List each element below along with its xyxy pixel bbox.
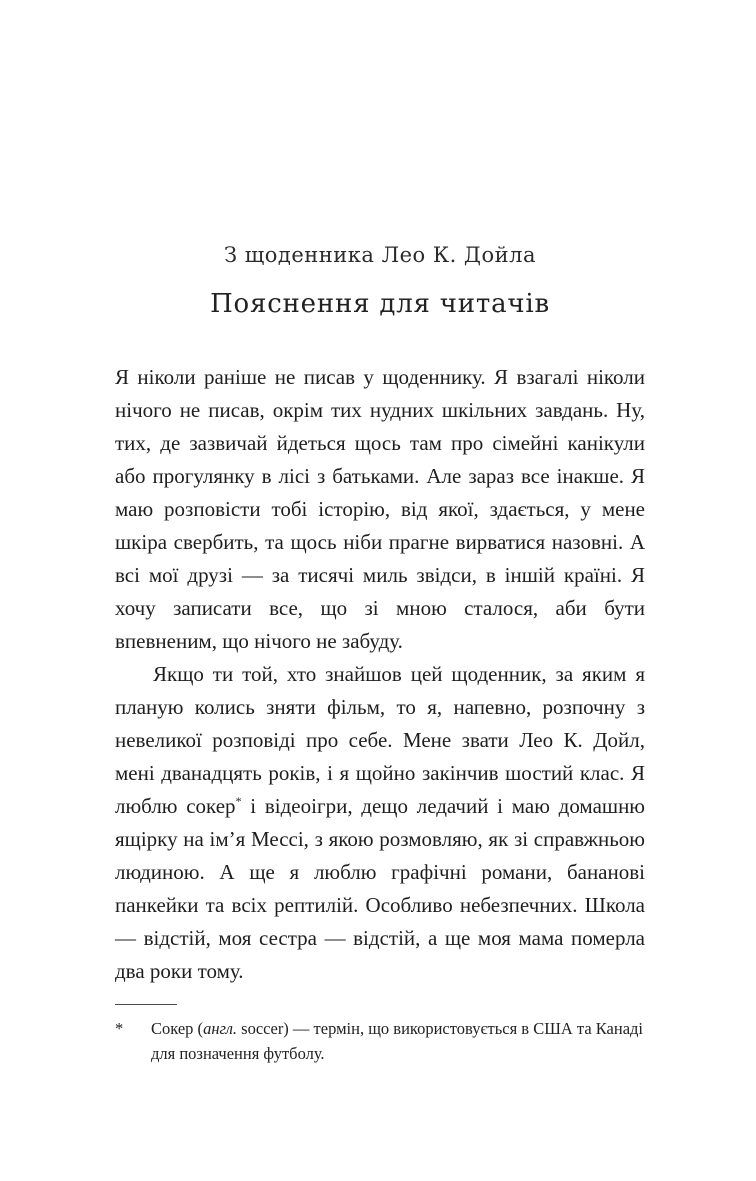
page-title: Пояснення для читачів — [210, 289, 550, 319]
paragraph-1-text: Я ніколи раніше не писав у щоденнику. Я взагалі ніколи нічого не писав, окрім тих нудних шкільних завдань. Ну, тих, де зазвичай йдеться щось там про сімейні канікули або прогулянку в лісі з батьками. Але зараз все інакше. Я маю розповісти тобі історію, від якої, здається, у мене шкіра свербить, та щось ніби прагне вирватися назовні. А всі мої друзі — за тисячі миль звідси, в іншій країні. Я хочу записати все, що зі мною сталося, аби бути впевненим, що нічого не забуду. — [115, 365, 645, 653]
body-text — [115, 361, 645, 988]
footnote-text-italic: англ. — [203, 1019, 238, 1038]
footnote — [115, 1004, 645, 1066]
footnote-body — [115, 1016, 645, 1066]
body-paragraph-1 — [115, 361, 645, 658]
chapter-header: З щоденника Лео К. Дойла — [223, 243, 537, 267]
paragraph-2-text-after: і відеоігри, дещо ледачий і маю домашню ящірку на ім’я Мессі, з якою розмовляю, як зі справжньою людиною. А ще я люблю графічні романи, бананові панкейки та всіх рептилій. Особливо небезпечних. Школа — відстій, моя сестра — відстій, а ще моя мама померла два роки тому. — [115, 794, 645, 983]
footnote-text-part1: Сокер ( — [151, 1019, 204, 1038]
paragraph-2-text-before: Якщо ти той, хто знайшов цей щоденник, за яким я планую колись зняти фільм, то я, напевно, розпочну з невеликої розповіді про себе. Мене звати Лео К. Дойл, мені дванадцять років, і я щойно закінчив шостий клас. Я люблю сокер — [115, 662, 645, 818]
footnote-text-part2: soccer) — термін, що використовується в США та Канаді для позначення футболу. — [151, 1019, 644, 1063]
footnote-separator-rule — [115, 1004, 177, 1005]
footnote-text — [151, 1016, 645, 1066]
footnote-reference-mark: * — [235, 794, 242, 808]
footnote-marker: * — [115, 1019, 124, 1038]
body-paragraph-2 — [115, 658, 645, 988]
